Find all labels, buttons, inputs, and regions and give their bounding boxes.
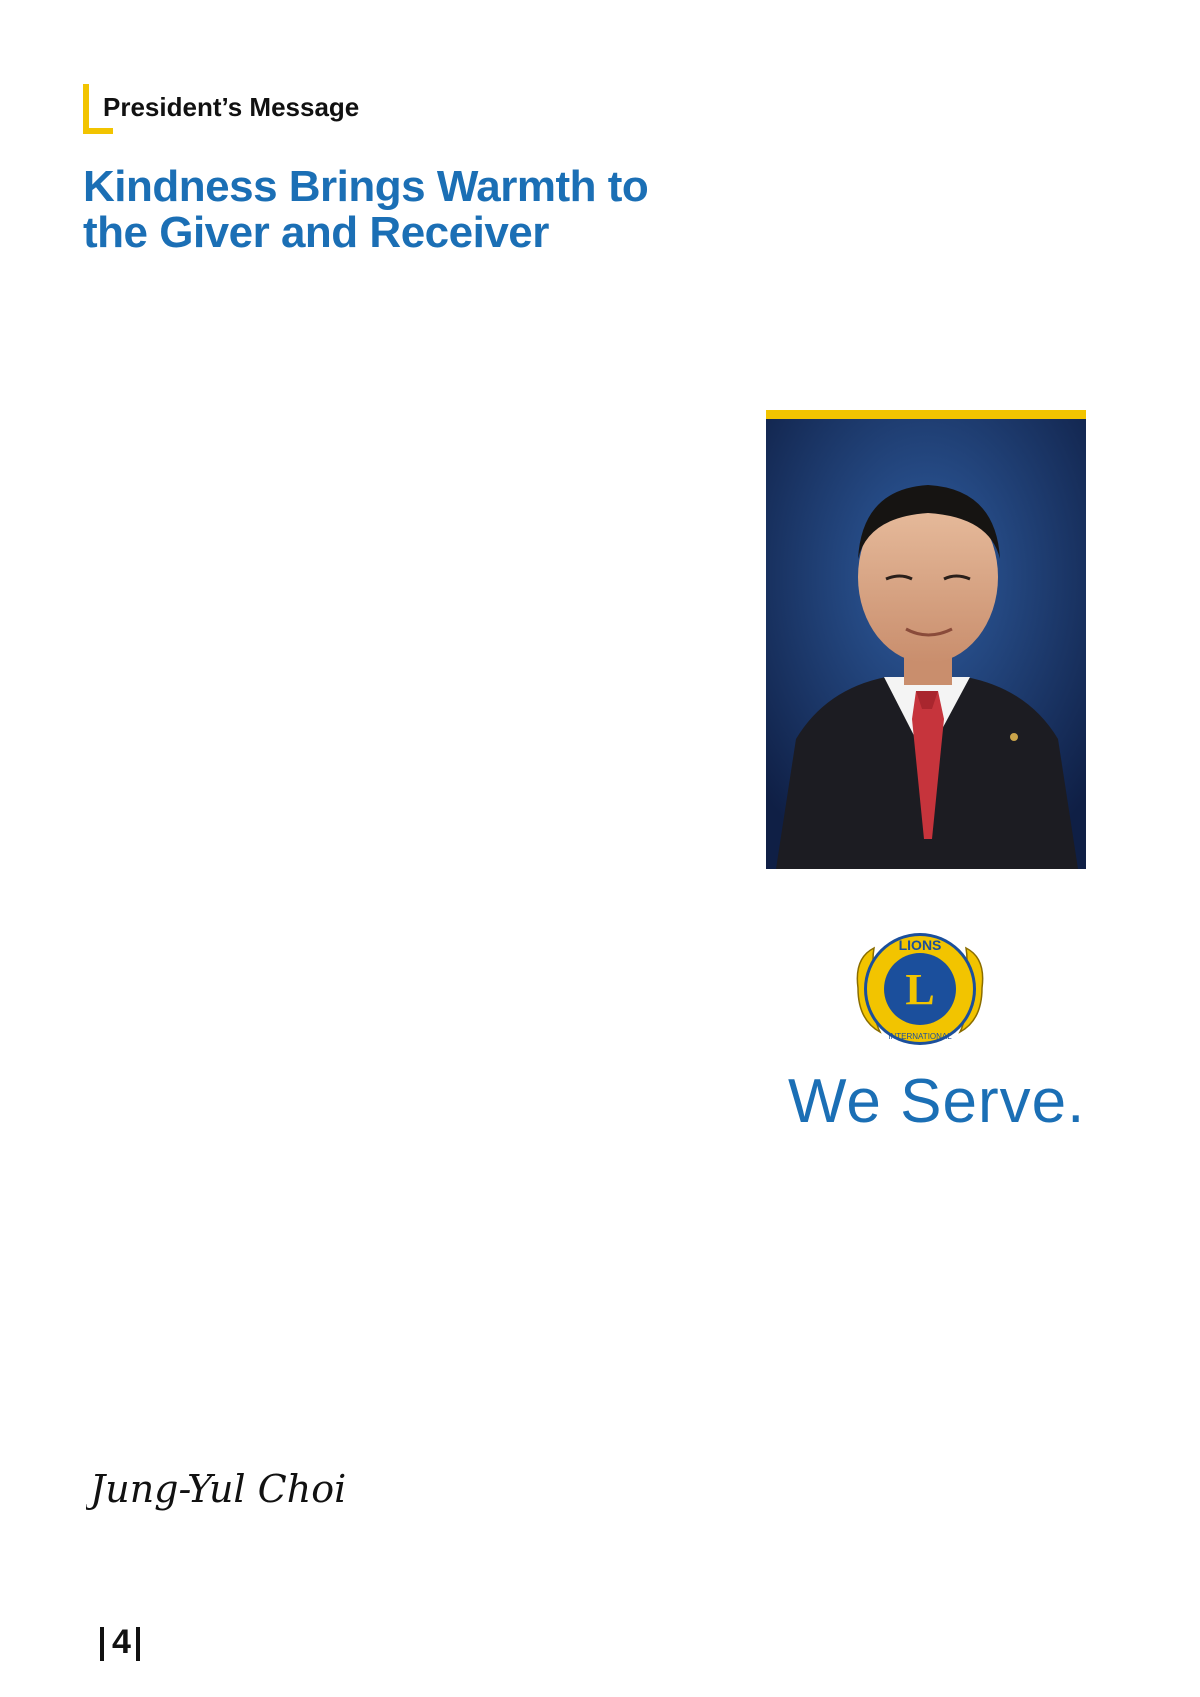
president-portrait	[766, 419, 1086, 869]
section-label: President’s Message	[103, 92, 360, 122]
section-corner-bar	[83, 84, 89, 134]
logo-top-text: LIONS	[898, 937, 942, 953]
logo-letter: L	[905, 965, 935, 1014]
logo-bottom-text: INTERNATIONAL	[888, 1032, 952, 1041]
signature	[86, 1452, 426, 1522]
portrait-illustration	[766, 419, 1086, 869]
section-corner-bar	[83, 128, 113, 134]
article-title-english	[83, 164, 763, 256]
page-number-bar	[136, 1627, 140, 1661]
page-number-bar	[100, 1627, 104, 1661]
article-body	[83, 426, 731, 428]
motto-we-serve: We Serve.	[788, 1067, 1086, 1136]
lions-international-logo	[852, 928, 988, 1050]
photo-accent-bar	[766, 410, 1086, 419]
signature-text: Jung-Yul Choi	[90, 1467, 347, 1511]
page-number: 4	[112, 1623, 131, 1661]
title-line: the Giver and Receiver	[83, 208, 549, 257]
title-line: Kindness Brings Warmth to	[83, 162, 649, 211]
article-title-thai	[83, 268, 763, 316]
